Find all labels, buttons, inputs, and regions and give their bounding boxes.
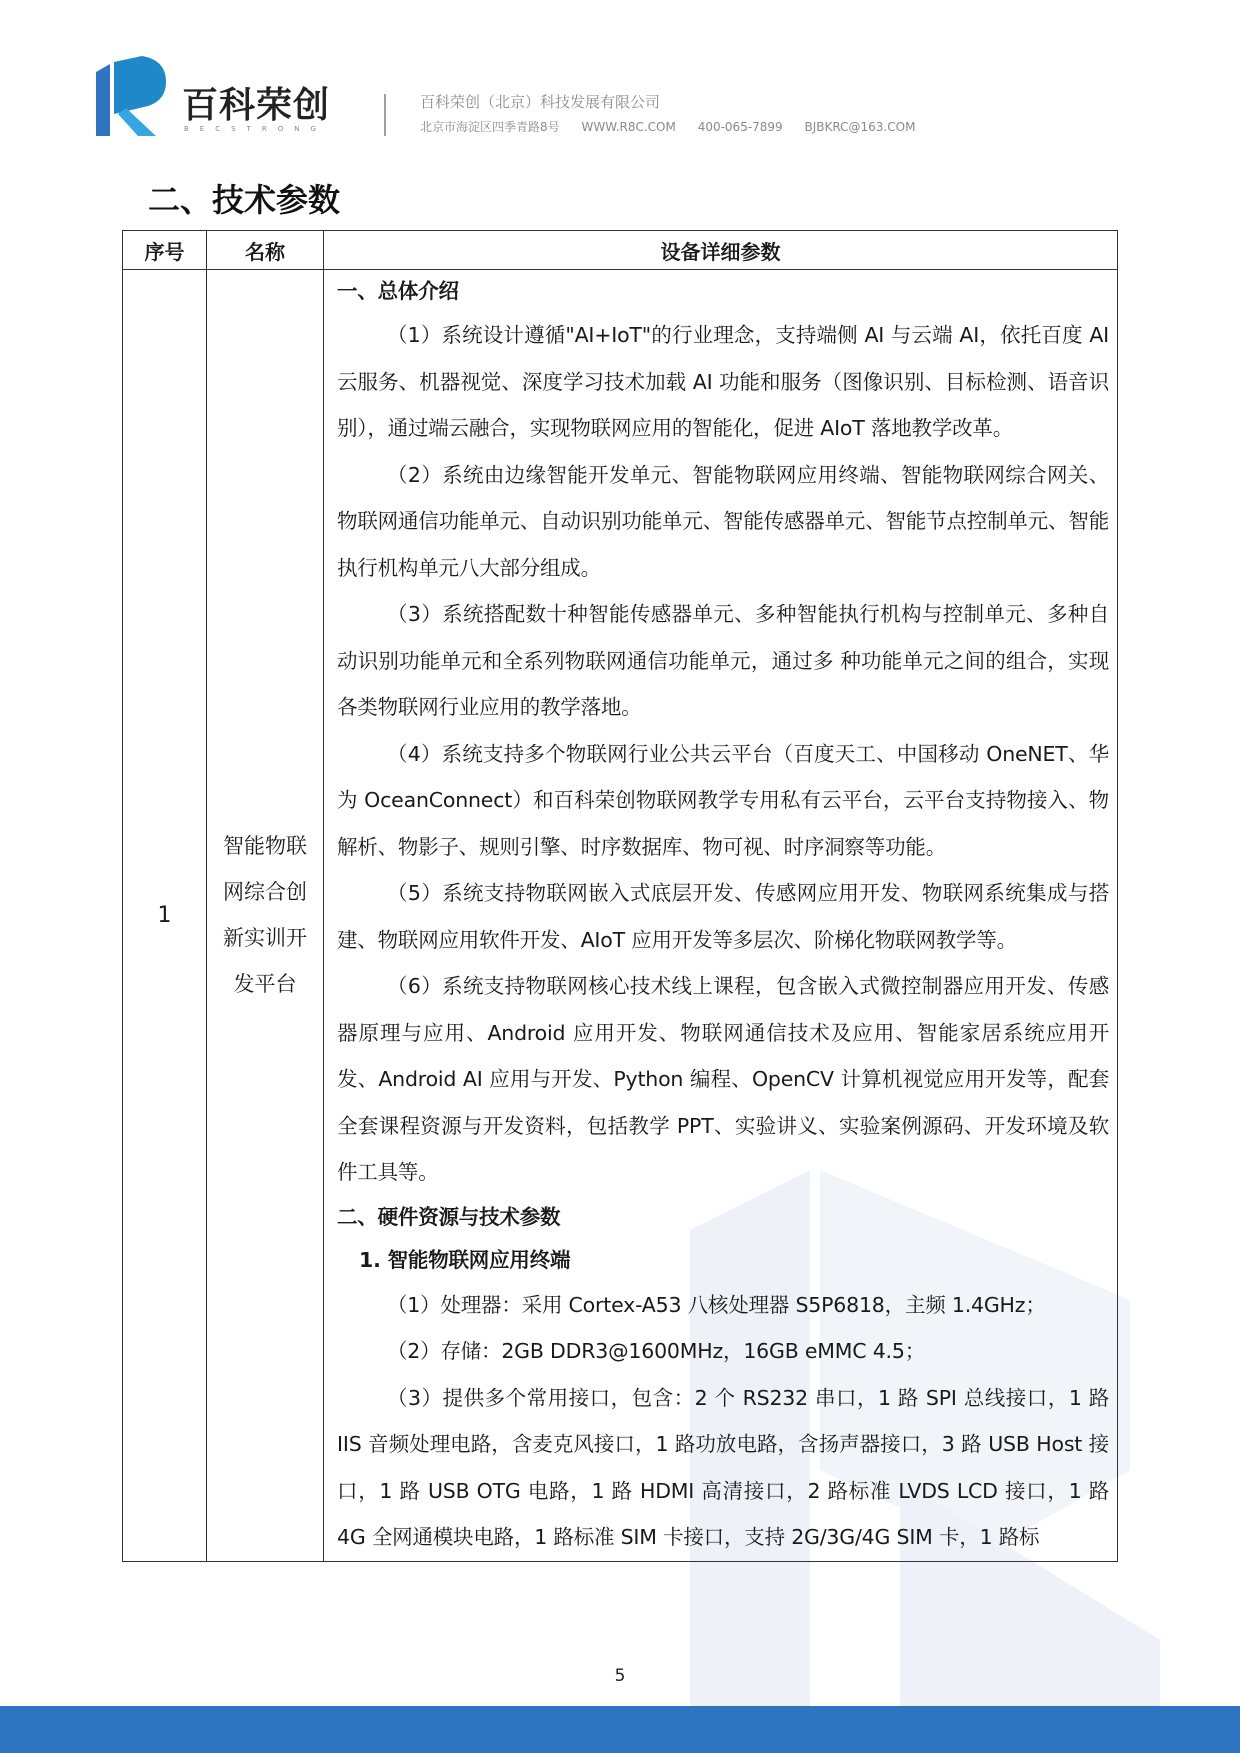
tech-params-table (122, 230, 1118, 1562)
contact-line (420, 121, 933, 133)
detail-subheading-terminal: 1. 智能物联网应用终端 (359, 1247, 571, 1272)
detail-paragraph: （3）提供多个常用接口，包含：2 个 RS232 串口，1 路 SPI 总线接口，1 路 IIS 音频处理电路，含麦克风接口，1 路功放电路，含扬声器接口，3 路 USB Host 接口，1 路 USB OTG 电路，1 路 HDMI 高清接口，2 路标准 LVDS LCD 接口，1 路 4G 全网通模块电路，1 路标准 SIM 卡接口，支持 2G/3G/4G SIM 卡，1 路标 (337, 1385, 1109, 1549)
detail-heading-overview: 一、总体介绍 (337, 279, 459, 303)
col-header-name: 名称 (207, 231, 324, 270)
row-details (324, 270, 1118, 1562)
phone: 400-065-7899 (697, 120, 783, 134)
detail-paragraph: （4）系统支持多个物联网行业公共云平台（百度天工、中国移动 OneNET、华为 OceanConnect）和百科荣创物联网教学专用私有云平台，云平台支持物接入、物解析、物影子、规则引擎、时序数据库、物可视、时序洞察等功能。 (337, 741, 1109, 859)
website: WWW.R8C.COM (581, 120, 676, 134)
company-logo-icon (96, 56, 168, 136)
detail-paragraph: （1）系统设计遵循"AI+IoT"的行业理念，支持端侧 AI 与云端 AI，依托百度 AI 云服务、机器视觉、深度学习技术加载 AI 功能和服务（图像识别、目标检测、语音识别），通过端云融合，实现物联网应用的智能化，促进 AIoT 落地教学改革。 (337, 323, 1109, 440)
col-header-index: 序号 (123, 231, 207, 270)
col-header-details: 设备详细参数 (324, 231, 1118, 270)
table-header-row (123, 231, 1118, 270)
detail-paragraph: （6）系统支持物联网核心技术线上课程，包含嵌入式微控制器应用开发、传感器原理与应用、Android 应用开发、物联网通信技术及应用、智能家居系统应用开发、Android AI 应用与开发、Python 编程、OpenCV 计算机视觉应用开发等，配套全套课程资源与开发资料，包括教学 PPT、实验讲义、实验案例源码、开发环境及软件工具等。 (337, 974, 1109, 1184)
logo-text: 百科荣创 (182, 85, 331, 126)
company-name: 百科荣创（北京）科技发展有限公司 (420, 93, 661, 111)
address: 北京市海淀区四季青路8号 (420, 120, 560, 134)
email: BJBKRC@163.COM (804, 120, 916, 134)
detail-heading-hardware: 二、硬件资源与技术参数 (337, 1204, 561, 1229)
row-name: 智能物联网综合创新实训开发平台 (207, 270, 324, 1562)
section-title: 二、技术参数 (148, 181, 341, 219)
detail-paragraph: （2）系统由边缘智能开发单元、智能物联网应用终端、智能物联网综合网关、物联网通信功能单元、自动识别功能单元、智能传感器单元、智能节点控制单元、智能执行机构单元八大部分组成。 (337, 462, 1109, 580)
row-index: 1 (123, 270, 207, 1562)
detail-paragraph: （3）系统搭配数十种智能传感器单元、多种智能执行机构与控制单元、多种自动识别功能单元和全系列物联网通信功能单元，通过多 种功能单元之间的组合，实现各类物联网行业应用的教学落地。 (337, 602, 1109, 719)
detail-paragraph: （5）系统支持物联网嵌入式底层开发、传感网应用开发、物联网系统集成与搭建、物联网应用软件开发、AIoT 应用开发等多层次、阶梯化物联网教学等。 (337, 881, 1109, 952)
page-number: 5 (614, 1666, 626, 1686)
detail-paragraph: （2）存储：2GB DDR3@1600MHz，16GB eMMC 4.5； (387, 1339, 926, 1363)
header-divider (384, 94, 386, 136)
logo-subtitle: BECSTRONG (184, 125, 327, 133)
footer-bar (0, 1706, 1240, 1753)
table-row (123, 270, 1118, 1562)
detail-paragraph: （1）处理器：采用 Cortex-A53 八核处理器 S5P6818，主频 1.4GHz； (387, 1292, 1046, 1317)
